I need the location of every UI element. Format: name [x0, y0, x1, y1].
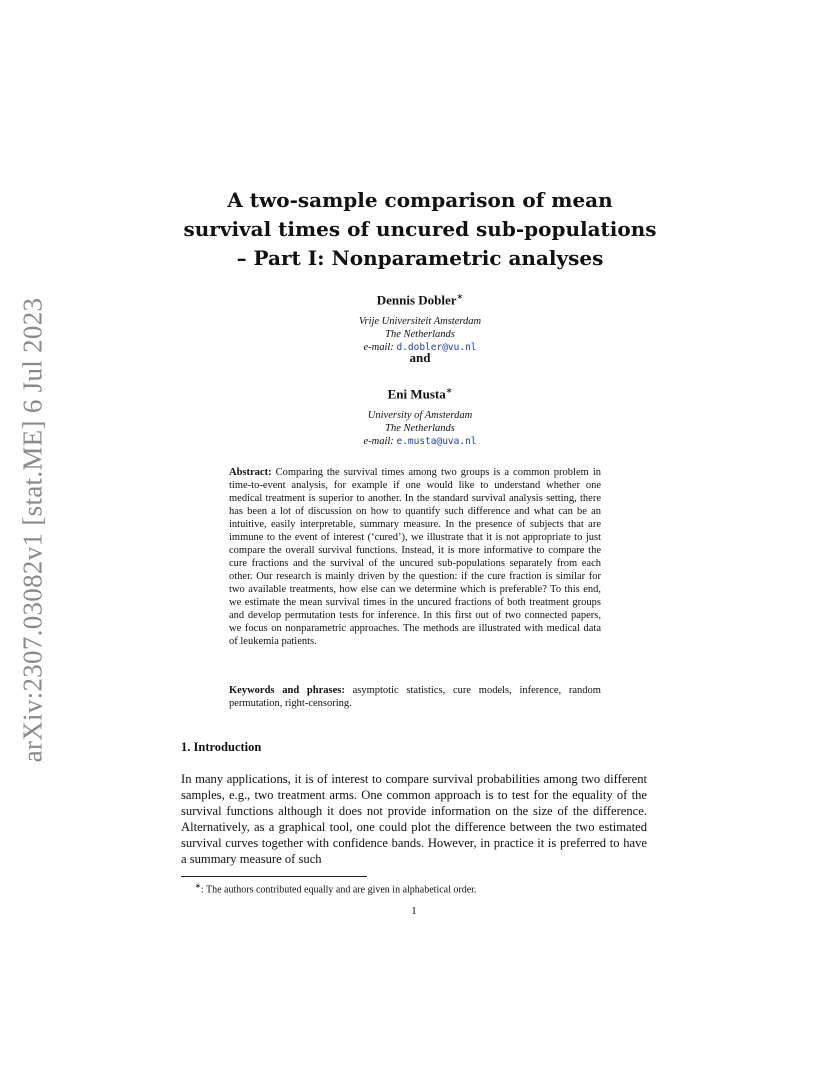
keywords-text: asymptotic statistics, cure models, inference, random permutation, right-censoring. [229, 685, 601, 709]
footnote-text: : The authors contributed equally and are given in alphabetical order. [200, 884, 477, 896]
keywords [229, 684, 601, 710]
email-link[interactable]: e.musta@uva.nl [396, 436, 477, 448]
abstract [229, 466, 601, 648]
and-separator: and [409, 350, 431, 365]
page-number: 1 [411, 905, 417, 917]
email-label: e-mail: [363, 342, 394, 354]
section-heading: 1. Introduction [181, 740, 262, 754]
affiliation-country: The Netherlands [385, 329, 455, 341]
author-block-2 [260, 382, 580, 448]
author-name [260, 382, 580, 403]
author-block-1 [260, 288, 580, 354]
title-line-3: – Part I: Nonparametric analyses [236, 246, 604, 270]
author-mark: ∗ [445, 386, 453, 395]
affiliation-country: The Netherlands [385, 423, 455, 435]
abstract-label: Abstract: [229, 467, 272, 478]
email-link[interactable]: d.dobler@vu.nl [396, 342, 477, 354]
email-label: e-mail: [363, 436, 394, 448]
paper-title [160, 186, 680, 273]
footnote [181, 880, 647, 896]
title-line-1: A two-sample comparison of mean [227, 188, 613, 212]
title-line-2: survival times of uncured sub-populations [183, 217, 657, 241]
introduction-text: In many applications, it is of interest to compare survival probabilities among two different samples, e.g., two treatment arms. One common approach is to test for the equality of the survival functions although it does not provide information on the size of the difference. Alternatively, as a graphical tool, one could plot the difference between the two estimated survival curves together with confidence bands. However, in practice it is preferred to have a summary measure of such [181, 772, 647, 866]
author-name-text: Dennis Dobler [376, 292, 457, 308]
affiliation-line: Vrije Universiteit Amsterdam [358, 316, 482, 328]
affiliation-line: University of Amsterdam [367, 410, 473, 422]
footnote-rule [181, 876, 367, 877]
abstract-text: Comparing the survival times among two groups is a common problem in time-to-event analysis, for example if one would like to understand whether one medical treatment is superior to another. In the standard survival analysis setting, there has been a lot of discussion on how to quantify such difference and what can be an intuitive, easily interpretable, summary measure. In the presence of subjects that are immune to the event of interest (‘cured’), we illustrate that it is not appropriate to just compare the overall survival functions. Instead, it is more informative to compare the cure fractions and the survival of the uncured sub-populations separately from each other. Our research is mainly driven by the question: if the cure fraction is similar for two available treatments, how else can we determine which is preferable? To this end, we estimate the mean survival times in the uncured fractions of both treatment groups and develop permutation tests for inference. In this first out of two connected papers, we focus on nonparametric approaches. The methods are illustrated with medical data of leukemia patients. [229, 467, 601, 647]
author-name [260, 288, 580, 309]
footnote-mark: ∗ [195, 882, 201, 890]
arxiv-stamp: arXiv:2307.03082v1 [stat.ME] 6 Jul 2023 [17, 297, 48, 763]
author-mark: ∗ [456, 292, 464, 301]
email-line [260, 435, 580, 448]
author-name-text: Eni Musta [387, 386, 446, 402]
keywords-label: Keywords and phrases: [229, 685, 345, 696]
